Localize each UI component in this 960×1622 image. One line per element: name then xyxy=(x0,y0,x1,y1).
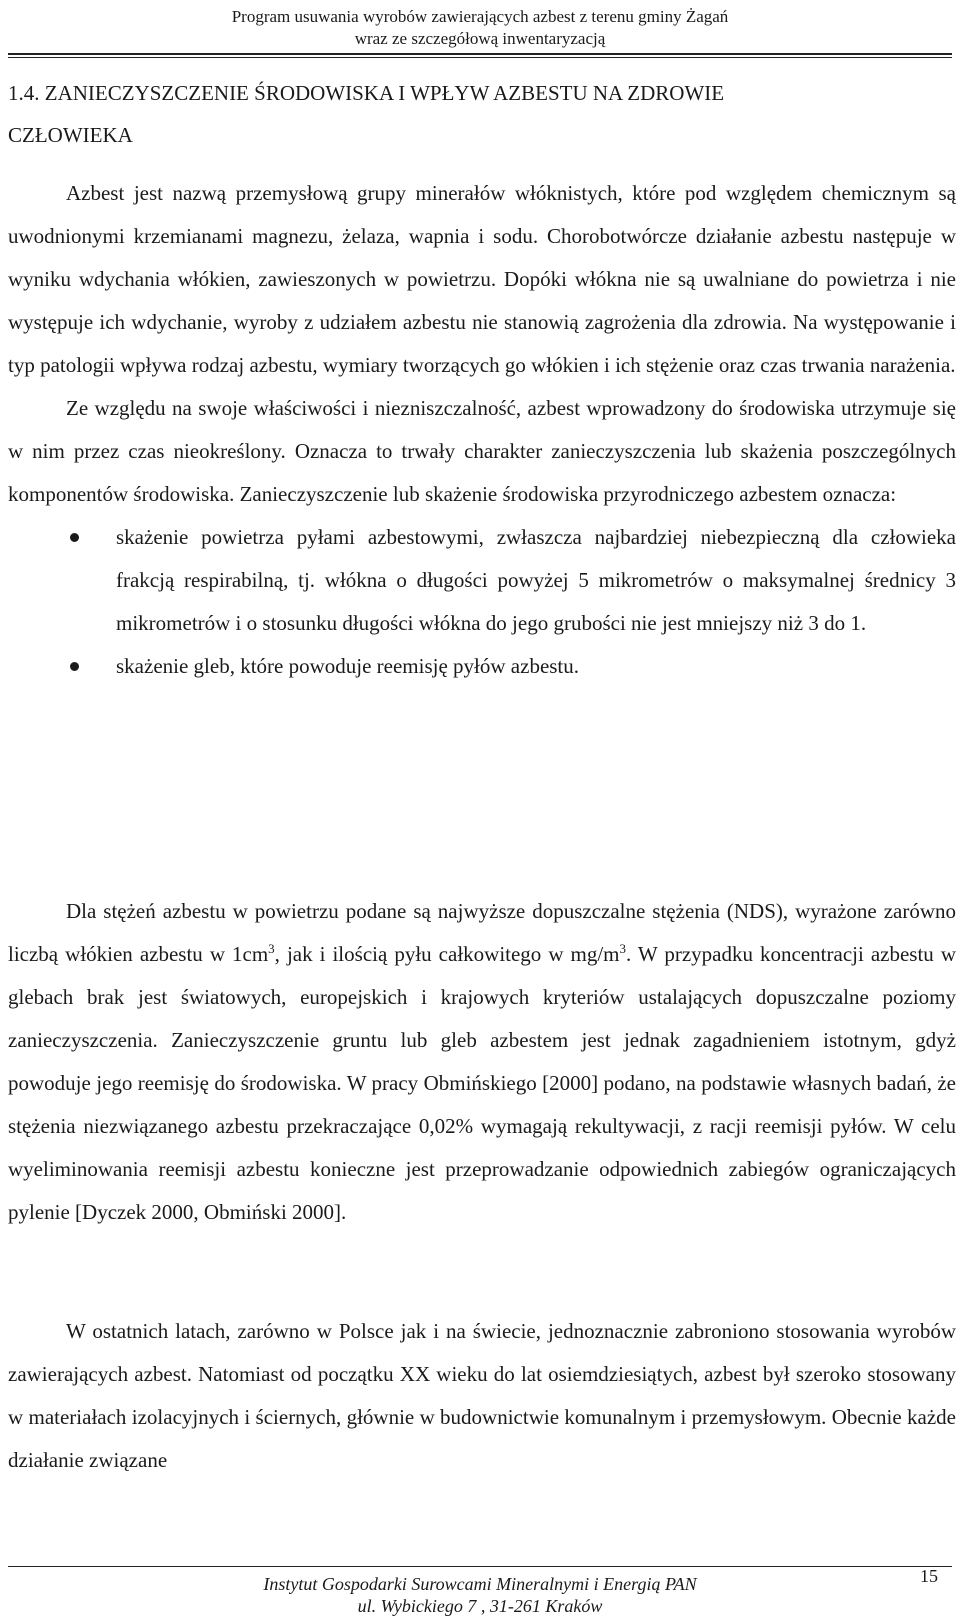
superscript-m3: 3 xyxy=(619,941,627,956)
section-heading-line1: 1.4. ZANIECZYSZCZENIE ŚRODOWISKA I WPŁYW AZBESTU NA ZDROWIE xyxy=(8,81,725,105)
paragraph-block-2 xyxy=(8,890,956,1234)
header-title-line1: Program usuwania wyrobów zawierających azbest z terenu gminy Żagań xyxy=(231,7,729,26)
header-title-line2: wraz ze szczegółową inwentaryzacją xyxy=(354,29,606,48)
section-heading-line2: CZŁOWIEKA xyxy=(8,123,133,147)
page-number: 15 xyxy=(920,1566,938,1586)
list-item xyxy=(8,516,956,645)
list-item xyxy=(8,645,956,688)
section-heading xyxy=(8,72,918,156)
paragraph-nds xyxy=(8,890,956,1234)
nds-text-3: . W przypadku koncentracji azbestu w glebach brak jest światowych, europejskich i krajowych kryteriów ustalających dopuszczalne poziomy zanieczyszczenia. Zanieczyszczenie gruntu lub gleb azbestem jest jednak zagadnieniem istotnym, gdyż powoduje jego reemisję do środowiska. W pracy Obmińskiego [2000] podano, na podstawie własnych badań, że stężenia niezwiązanego azbestu przekraczające 0,02% wymagają rekultywacji, z racji reemisji pyłów. W celu wyeliminowania reemisji azbestu konieczne jest przeprowadzanie odpowiednich zabiegów ograniczających pylenie [Dyczek 2000, Obmiński 2000]. xyxy=(8,942,956,1224)
nds-text-2: , jak i ilością pyłu całkowitego w mg/m xyxy=(274,942,620,966)
bullet-icon xyxy=(70,533,79,542)
page-header xyxy=(0,6,960,50)
paragraph-ban: W ostatnich latach, zarówno w Polsce jak i na świecie, jednoznacznie zabroniono stosowania wyrobów zawierających azbest. Natomiast od początku XX wieku do lat osiemdziesiątych, azbest był szeroko stosowany w materiałach izolacyjnych i ściernych, głównie w budownictwie komunalnym i przemysłowym. Obecnie każde działanie związane xyxy=(8,1319,956,1472)
superscript-cm3: 3 xyxy=(268,941,275,956)
page-footer xyxy=(0,1573,960,1617)
bullet-icon xyxy=(70,662,79,671)
header-divider xyxy=(8,53,952,58)
paragraph-block-1 xyxy=(8,172,956,688)
paragraph-environment: Ze względu na swoje właściwości i niezniszczalność, azbest wprowadzony do środowiska utrzymuje się w nim przez czas nieokreślony. Oznacza to trwały charakter zanieczyszczenia lub skażenia poszczególnych komponentów środowiska. Zanieczyszczenie lub skażenie środowiska przyrodniczego azbestem oznacza: xyxy=(8,396,956,506)
footer-institution: Instytut Gospodarki Surowcami Mineralnymi i Energią PAN xyxy=(263,1574,697,1594)
list-item-text: skażenie gleb, które powoduje reemisję pyłów azbestu. xyxy=(116,654,580,678)
footer-divider xyxy=(8,1566,952,1567)
contamination-list xyxy=(8,516,956,688)
paragraph-asbestos-definition: Azbest jest nazwą przemysłową grupy minerałów włóknistych, które pod względem chemicznym są uwodnionymi krzemianami magnezu, żelaza, wapnia i sodu. Chorobotwórcze działanie azbestu następuje w wyniku wdychania włókien, zawieszonych w powietrzu. Dopóki włókna nie są uwalniane do powietrza i nie występuje ich wdychanie, wyroby z udziałem azbestu nie stanowią zagrożenia dla zdrowia. Na występowanie i typ patologii wpływa rodzaj azbestu, wymiary tworzących go włókien i ich stężenie oraz czas trwania narażenia. xyxy=(8,181,956,377)
paragraph-block-3 xyxy=(8,1310,956,1482)
nds-text-1: Dla stężeń azbestu w powietrzu podane są najwyższe dopuszczalne stężenia (NDS), wyrażone zarówno liczbą włókien azbestu w 1cm xyxy=(8,899,956,966)
footer-address: ul. Wybickiego 7 , 31-261 Kraków xyxy=(357,1596,603,1616)
list-item-text: skażenie powietrza pyłami azbestowymi, zwłaszcza najbardziej niebezpieczną dla człowieka frakcją respirabilną, tj. włókna o długości powyżej 5 mikrometrów o maksymalnej średnicy 3 mikrometrów i o stosunku długości włókna do jego grubości nie jest mniejszy niż 3 do 1. xyxy=(116,525,956,635)
